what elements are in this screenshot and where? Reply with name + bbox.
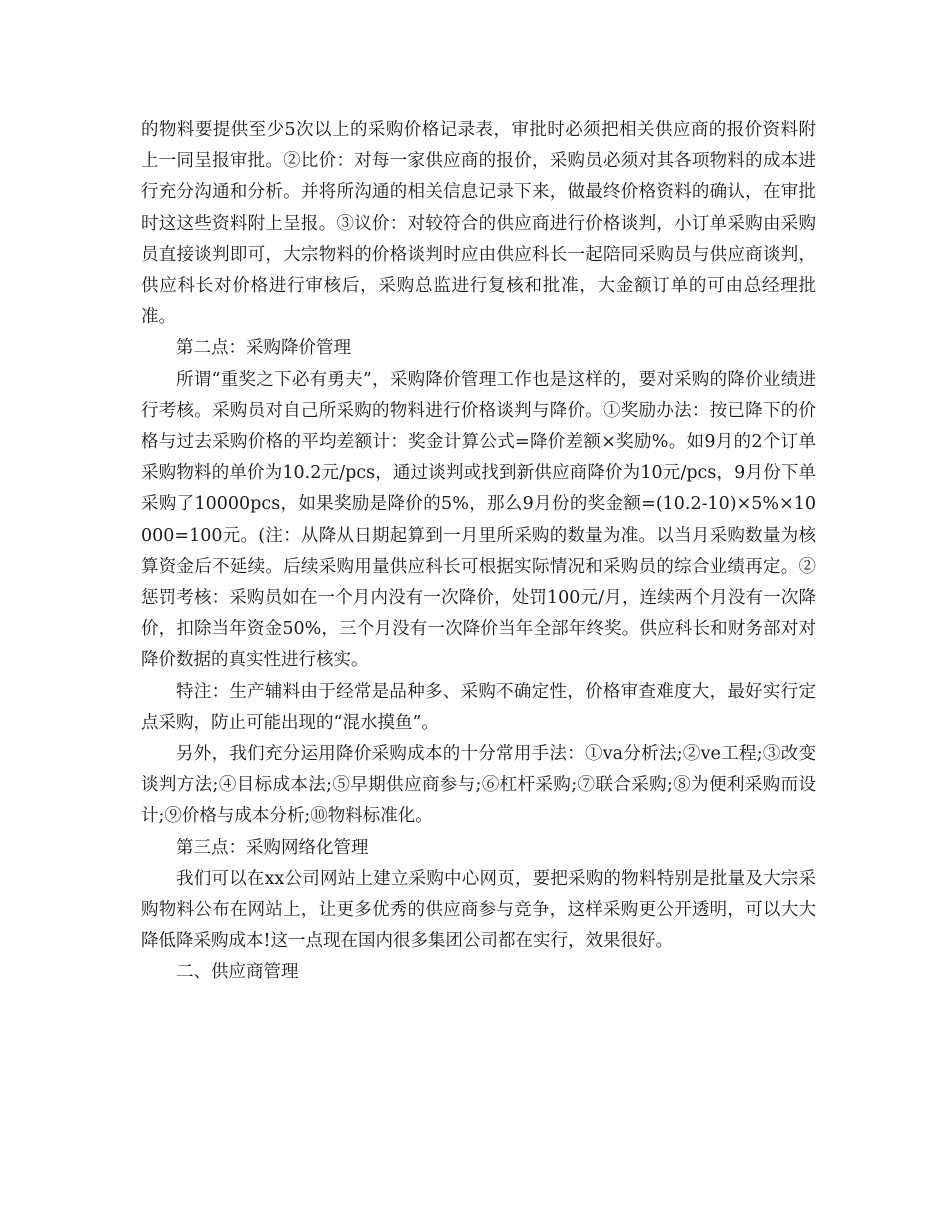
section-heading-price-reduction: 第二点：采购降价管理	[176, 338, 351, 359]
paragraph-price-reduction: 所谓“重奖之下必有勇夫”，采购降价管理工作也是这样的，要对采购的降价业绩进行考核。采购员对自己所采购的物料进行价格谈判与降价。①奖励办法：按已降下的价格与过去采购价格的平均差额计：奖金计算公式=降价差额×奖励%。如9月的2个订单采购物料的单价为10.2元/pcs，通过谈判或找到新供应商降价为10元/pcs，9月份下单采购了10000pcs，如果奖励是降价的5%，那么9月份的奖金额=(10.2-10)×5%×10000=100元。(注：从降从日期起算到一月里所采购的数量为准。以当月采购数量为核算资金后不延续。后续采购用量供应科长可根据实际情况和采购员的综合业绩再定。②惩罚考核：采购员如在一个月内没有一次降价，处罚100元/月，连续两个月没有一次降价，扣除当年资金50%，三个月没有一次降价当年全部年终奖。供应科长和财务部对对降价数据的真实性进行核实。	[141, 369, 816, 671]
paragraph-pricing-approval: 的物料要提供至少5次以上的采购价格记录表，审批时必须把相关供应商的报价资料附上一同呈报审批。②比价：对每一家供应商的报价，采购员必须对其各项物料的成本进行充分沟通和分析。并将所沟通的相关信息记录下来，做最终价格资料的确认，在审批时这这些资料附上呈报。③议价：对较符合的供应商进行价格谈判，小订单采购由采购员直接谈判即可，大宗物料的价格谈判时应由供应科长一起陪同采购员与供应商谈判，供应科长对价格进行审核后，采购总监进行复核和批准，大金额订单的可由总经理批准。	[141, 120, 816, 328]
paragraph-network-purchasing: 我们可以在xx公司网站上建立采购中心网页，要把采购的物料特别是批量及大宗采购物料公布在网站上，让更多优秀的供应商参与竞争，这样采购更公开透明，可以大大降低降采购成本!这一点现在国内很多集团公司都在实行，效果很好。	[141, 868, 816, 952]
paragraph-special-note: 特注：生产辅料由于经常是品种多、采购不确定性，价格审查难度大，最好实行定点采购，防止可能出现的“混水摸鱼”。	[141, 681, 816, 733]
paragraph-cost-methods: 另外，我们充分运用降价采购成本的十分常用手法：①va分析法;②ve工程;③改变谈判方法;④目标成本法;⑤早期供应商参与;⑥杠杆采购;⑦联合采购;⑧为便利采购而设计;⑨价格与成本分析;⑩物料标准化。	[141, 744, 816, 827]
document-body	[141, 115, 816, 989]
section-heading-supplier-management: 二、供应商管理	[176, 962, 299, 983]
section-heading-network-purchasing: 第三点：采购网络化管理	[176, 837, 369, 858]
